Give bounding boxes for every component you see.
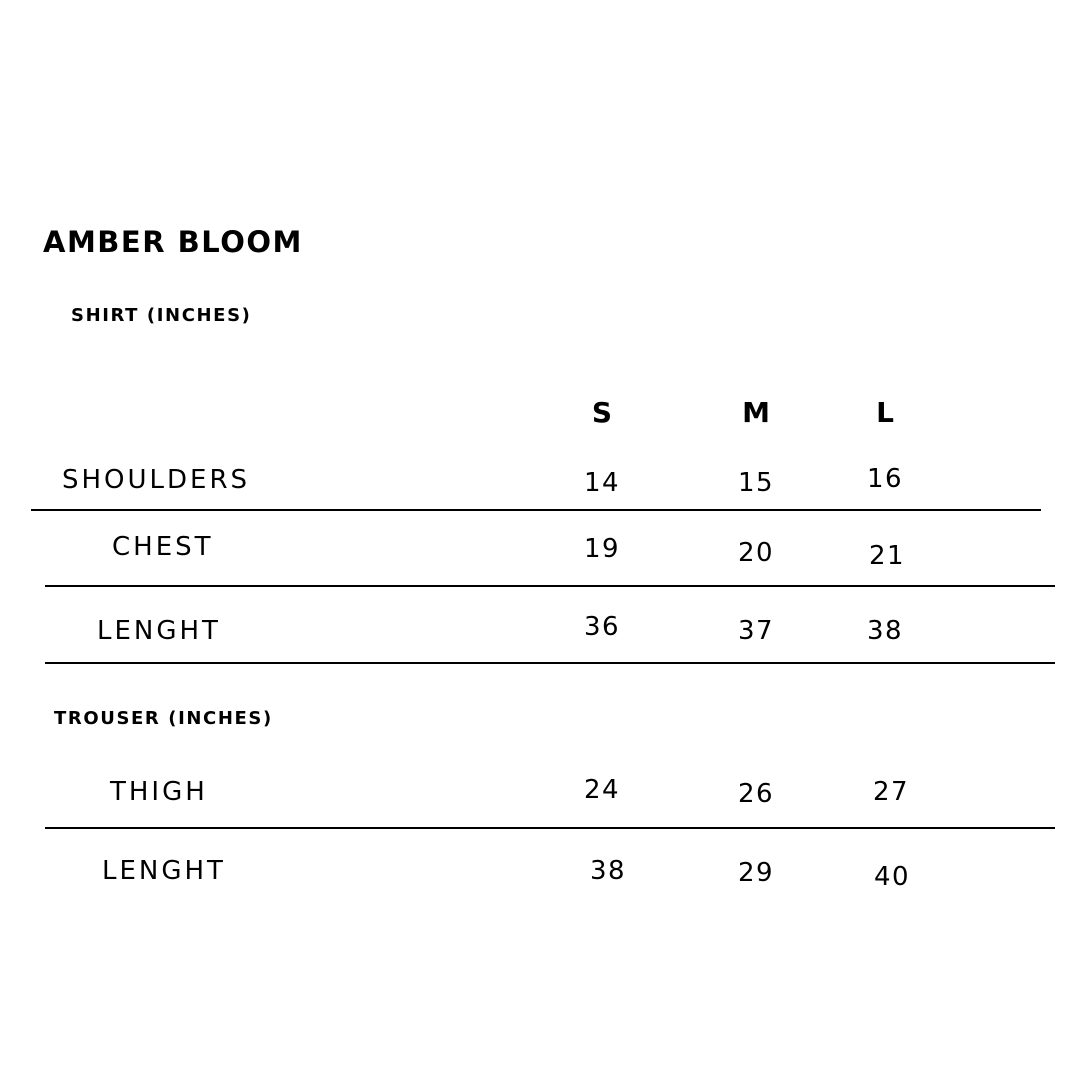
value-shirt-length-l: 38 [866,616,904,646]
chart-title: AMBER BLOOM [43,225,303,259]
value-chest-m: 20 [737,538,775,568]
row-label-shoulders: SHOULDERS [62,465,251,495]
value-shirt-length-m: 37 [737,616,775,646]
row-divider [45,585,1055,587]
value-shoulders-l: 16 [866,464,904,494]
value-thigh-m: 26 [737,779,775,809]
row-label-thigh: THIGH [110,777,208,807]
value-trouser-length-s: 38 [589,856,627,886]
value-shoulders-m: 15 [737,468,775,498]
value-thigh-s: 24 [583,775,621,805]
value-shoulders-s: 14 [583,468,621,498]
shirt-section-heading: SHIRT (INCHES) [71,305,252,326]
size-header-s: S [591,396,613,429]
value-thigh-l: 27 [872,777,910,807]
value-chest-l: 21 [868,541,906,571]
value-chest-s: 19 [583,534,621,564]
value-trouser-length-m: 29 [737,858,775,888]
size-header-m: M [742,396,770,429]
value-trouser-length-l: 40 [873,862,911,892]
row-label-shirt-length: LENGHT [97,616,221,646]
value-shirt-length-s: 36 [583,612,621,642]
size-header-l: L [876,396,894,429]
row-divider [45,662,1055,664]
row-divider [31,509,1041,511]
row-divider [45,827,1055,829]
row-label-trouser-length: LENGHT [102,856,226,886]
trouser-section-heading: TROUSER (INCHES) [54,708,273,729]
row-label-chest: CHEST [112,532,214,562]
